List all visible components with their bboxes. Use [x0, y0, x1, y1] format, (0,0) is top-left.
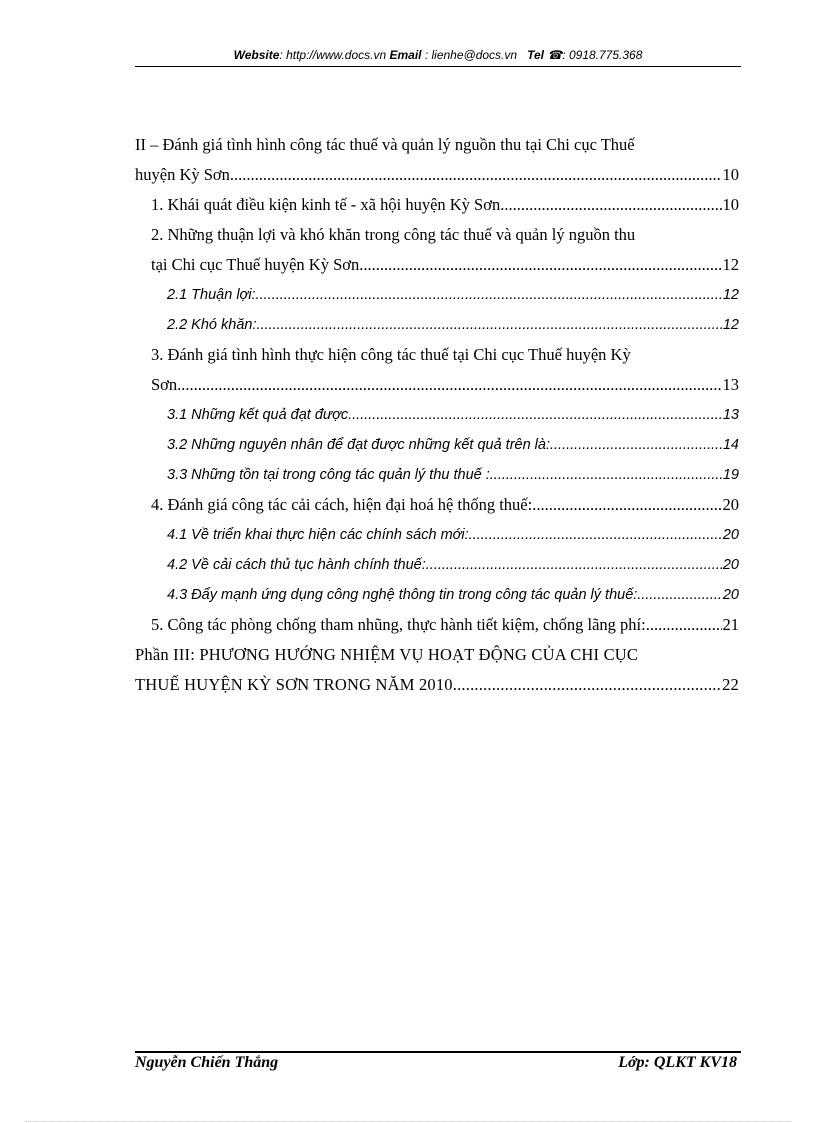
toc-page-number: 21	[722, 615, 739, 634]
toc-page-number: 12	[722, 287, 739, 303]
footer-author: Nguyễn Chiến Thắng	[135, 1054, 279, 1071]
toc-page-number: 20	[722, 557, 739, 573]
email-value: : lienhe@docs.vn	[421, 48, 518, 62]
toc-leader-dots	[257, 310, 722, 340]
header-divider	[135, 66, 741, 67]
toc-page-number: 22	[722, 675, 739, 694]
toc-leader-dots	[532, 490, 721, 520]
toc-page-number: 14	[722, 437, 739, 453]
toc-entry-text: 2.1 Thuận lợi:	[167, 287, 256, 303]
toc-entry[interactable]	[135, 550, 739, 580]
footer-class: Lớp: QLKT KV18	[618, 1054, 737, 1071]
toc-leader-dots	[177, 370, 721, 400]
toc-entry-text: 3. Đánh giá tình hình thực hiện công tác thuế tại Chi cục Thuế huyện Kỳ	[151, 345, 631, 364]
page-header	[135, 48, 741, 62]
toc-entry-text: 4.1 Về triển khai thực hiện các chính sách mới:	[167, 527, 469, 543]
toc-leader-dots	[646, 610, 722, 640]
phone-icon: ☎	[547, 48, 563, 62]
toc-entry[interactable]	[135, 520, 739, 550]
toc-page-number: 20	[722, 495, 739, 514]
toc-entry-text: 4.2 Về cải cách thủ tục hành chính thuế:	[167, 557, 426, 573]
toc-entry[interactable]	[135, 460, 739, 490]
toc-entry-text: 3.3 Những tồn tại trong công tác quản lý thu thuế :	[167, 467, 490, 483]
website-label: Website	[233, 48, 280, 62]
toc-page-number: 13	[722, 407, 739, 423]
toc-entry[interactable]	[135, 610, 739, 640]
toc-page-number: 10	[722, 165, 739, 184]
toc-entry[interactable]	[135, 340, 739, 400]
toc-leader-dots	[550, 430, 722, 460]
toc-entry-text: THUẾ HUYỆN KỲ SƠN TRONG NĂM 2010	[135, 675, 453, 694]
toc-entry[interactable]	[135, 400, 739, 430]
website-value: : http://www.docs.vn	[279, 48, 387, 62]
footer-divider	[135, 1051, 741, 1053]
toc-entry-text: 5. Công tác phòng chống tham nhũng, thực hành tiết kiệm, chống lãng phí:	[151, 615, 646, 634]
toc-entry[interactable]	[135, 490, 739, 520]
toc-entry-text: tại Chi cục Thuế huyện Kỳ Sơn	[151, 255, 360, 274]
toc-entry-text: Sơn	[151, 375, 178, 394]
toc-page-number: 20	[722, 527, 739, 543]
toc-leader-dots	[637, 580, 722, 610]
toc-entry[interactable]	[135, 430, 739, 460]
toc-leader-dots	[426, 550, 722, 580]
toc-entry-text: 4.3 Đẩy mạnh ứng dụng công nghệ thông tin trong công tác quản lý thuế:	[167, 587, 638, 603]
toc-entry-text: II – Đánh giá tình hình công tác thuế và quản lý nguồn thu tại Chi cục Thuế	[135, 135, 635, 154]
toc-entry-text: 4. Đánh giá công tác cải cách, hiện đại hoá hệ thống thuế:	[151, 495, 533, 514]
toc-entry-text: 2.2 Khó khăn:	[167, 317, 257, 333]
toc-page-number: 12	[722, 317, 739, 333]
toc-entry-text: 3.1 Những kết quả đạt được	[167, 407, 349, 423]
tel-value: : 0918.775.368	[562, 48, 643, 62]
toc-page-number: 12	[722, 255, 739, 274]
toc-leader-dots	[359, 250, 721, 280]
toc-leader-dots	[453, 670, 721, 700]
toc-entry-text: 1. Khái quát điều kiện kinh tế - xã hội huyện Kỳ Sơn	[151, 195, 501, 214]
toc-entry[interactable]	[135, 580, 739, 610]
toc-leader-dots	[230, 160, 722, 190]
table-of-contents	[135, 130, 739, 700]
toc-leader-dots	[469, 520, 722, 550]
toc-page-number: 19	[722, 467, 739, 483]
toc-entry-text: 2. Những thuận lợi và khó khăn trong công tác thuế và quản lý nguồn thu	[151, 225, 636, 244]
toc-leader-dots	[490, 460, 722, 490]
page-edge	[25, 1121, 791, 1122]
toc-page-number: 13	[722, 375, 739, 394]
toc-entry-text: Phần III: PHƯƠNG HƯỚNG NHIỆM VỤ HOẠT ĐỘNG CỦA CHI CỤC	[135, 645, 639, 664]
toc-entry[interactable]	[135, 190, 739, 220]
toc-entry[interactable]	[135, 640, 739, 700]
toc-entry-text: huyện Kỳ Sơn	[135, 165, 230, 184]
toc-page-number: 20	[722, 587, 739, 603]
toc-entry-text: 3.2 Những nguyên nhân để đạt được những kết quả trên là:	[167, 437, 550, 453]
toc-entry[interactable]	[135, 310, 739, 340]
toc-entry[interactable]	[135, 280, 739, 310]
tel-label: Tel	[527, 48, 544, 62]
toc-entry[interactable]	[135, 130, 739, 190]
page-footer	[135, 1054, 737, 1072]
toc-leader-dots	[500, 190, 721, 220]
toc-entry[interactable]	[135, 220, 739, 280]
email-label: Email	[389, 48, 422, 62]
toc-page-number: 10	[722, 195, 739, 214]
toc-leader-dots	[348, 400, 722, 430]
toc-leader-dots	[256, 280, 722, 310]
